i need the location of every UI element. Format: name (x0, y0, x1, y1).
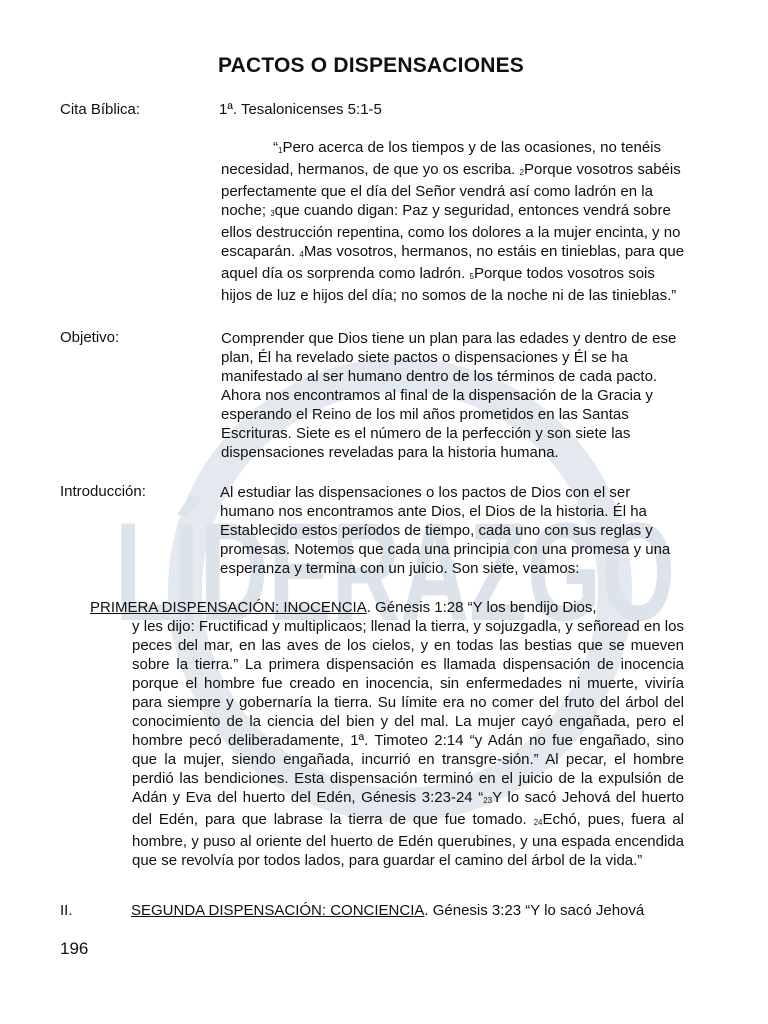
introduccion-label: Introducción: (60, 483, 146, 500)
cita-reference: 1ª. Tesalonicenses 5:1-5 (219, 101, 382, 118)
verse-number: 3 (270, 209, 275, 218)
verse-number: 5 (469, 272, 474, 281)
verse-number: 4 (299, 250, 304, 259)
verse-text: Pero acerca de los tiempos y de las ocasiones, no tenéis necesidad, hermanos, de que yo os escriba. (221, 139, 661, 178)
verse-number: 2 (519, 168, 524, 177)
segunda-dispensacion (131, 902, 644, 919)
segunda-lead: . Génesis 3:23 “Y lo sacó Jehová (424, 902, 645, 919)
watermark-text: LÍDERAZGO (115, 493, 675, 650)
primera-body: Echó, pues, fuera al hombre, y puso al oriente del huerto de Edén querubines, y una espada encendida que se revolvía por todos lados, para guardar el camino del árbol de la vida.” (132, 811, 684, 869)
objetivo-label: Objetivo: (60, 329, 120, 346)
page-title: PACTOS O DISPENSACIONES (217, 54, 525, 77)
section-numeral: II. (60, 902, 73, 919)
open-quote: “ (273, 139, 278, 156)
verse-number: 23 (483, 796, 493, 805)
verse-text: que cuando digan: Paz y seguridad, entonces vendrá sobre ellos destrucción repentina, como los dolores a la mujer encinta, y no escaparán. (221, 202, 681, 260)
cita-label: Cita Bíblica: (60, 101, 141, 118)
verse-text: Porque todos vosotros sois hijos de luz e hijos del día; no somos de la noche ni de las tinieblas.” (221, 265, 677, 304)
primera-body: Y lo sacó Jehová del huerto del Edén, para que labrase la tierra de que fue tomado. (132, 789, 684, 828)
segunda-heading: SEGUNDA DISPENSACIÓN: CONCIENCIA (131, 902, 425, 919)
primera-dispensacion (90, 598, 684, 870)
objetivo-text: Comprender que Dios tiene un plan para las edades y dentro de ese plan, Él ha revelado siete pactos o dispensaciones y Él se ha manifestado al ser humano dentro de los términos de cada pacto. Ahora nos encontramos al final de la dispensación de la Gracia y esperando el Reino de los mil años prometidos en las Santas Escrituras. Siete es el número de la perfección y son siete las dispensaciones reveladas para la historia humana. (221, 330, 677, 461)
primera-body: y les dijo: Fructificad y multiplicaos; llenad la tierra, y sojuzgadla, y señoread en los peces del mar, en las aves de los cielos, y en todas las bestias que se mueven sobre la tierra.” La primera dispensación es llamada dispensación de inocencia porque el hombre fue creado en inocencia, sin enfermedades ni muerte, viviría para siempre y gobernaría la tierra. Su límite era no comer del fruto del árbol del conocimiento de la ciencia del bien y del mal. La mujer cayó engañada, pero el hombre pecó deliberadamente, 1ª. Timoteo 2:14 “y Adán no fue engañado, sino que la mujer, siendo engañada, incurrió en transgre-sión.” Al pecar, el hombre perdió las bendiciones. Esta dispensación terminó en el juicio de la expulsión de Adán y Eva del huerto del Edén, Génesis 3:23-24 “ (132, 618, 684, 806)
verse-number: 1 (278, 146, 283, 155)
verse-number: 24 (533, 818, 543, 827)
introduccion-text: Al estudiar las dispensaciones o los pactos de Dios con el ser humano nos encontramos ante Dios, el Dios de la historia. Él ha Establecido estos períodos de tiempo, cada uno con sus reglas y promesas. Notemos que cada una principia con una promesa y una esperanza y termina con un juicio. Son siete, veamos: (220, 484, 671, 577)
page-number: 196 (60, 939, 89, 958)
verse-text: Mas vosotros, hermanos, no estáis en tinieblas, para que aquel día os sorprenda como ladrón. (221, 243, 685, 282)
primera-lead: . Génesis 1:28 “Y los bendijo Dios, (366, 599, 597, 616)
primera-heading: PRIMERA DISPENSACIÓN: INOCENCIA (90, 599, 367, 616)
bible-verse (221, 138, 687, 305)
verse-text: Porque vosotros sabéis perfectamente que el día del Señor vendrá así como ladrón en la noche; (221, 161, 681, 219)
